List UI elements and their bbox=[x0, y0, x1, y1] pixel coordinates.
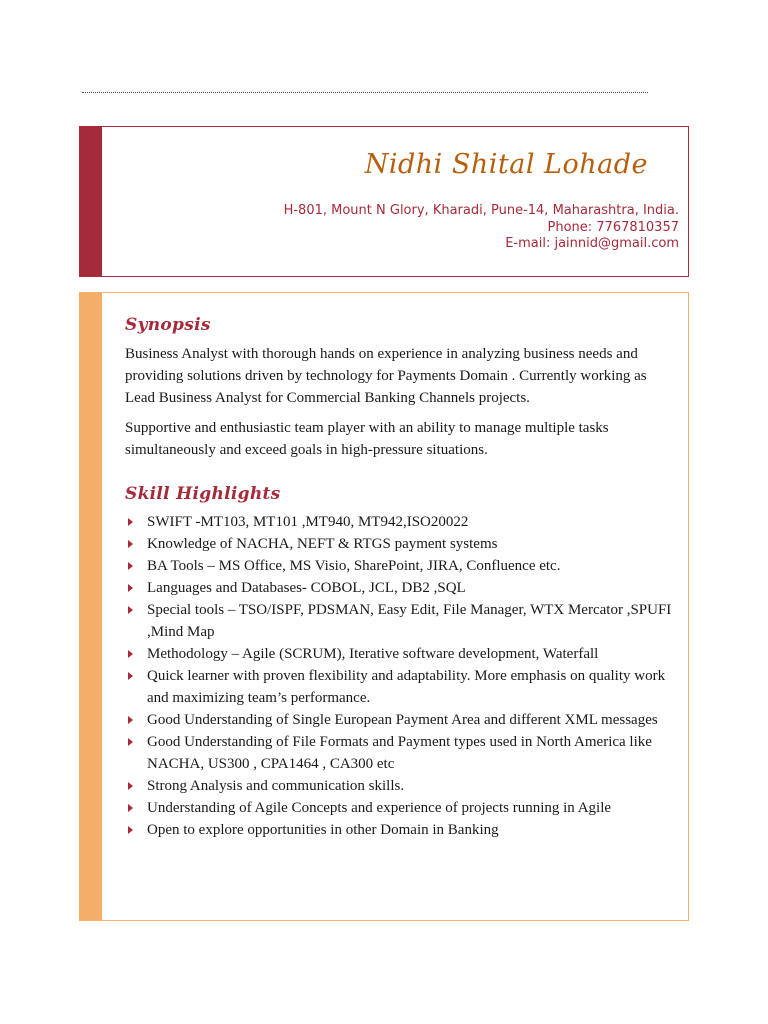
triangle-bullet-icon bbox=[128, 606, 133, 614]
synopsis-heading: Synopsis bbox=[125, 315, 211, 335]
resume-header bbox=[79, 126, 689, 277]
triangle-bullet-icon bbox=[128, 804, 133, 812]
list-item bbox=[125, 577, 675, 599]
skill-text: Languages and Databases- COBOL, JCL, DB2 ,SQL bbox=[147, 580, 466, 596]
list-item bbox=[125, 511, 675, 533]
list-item bbox=[125, 643, 675, 665]
skill-text: Open to explore opportunities in other Domain in Banking bbox=[147, 822, 499, 838]
list-item bbox=[125, 599, 675, 643]
skill-text: Strong Analysis and communication skills. bbox=[147, 778, 405, 794]
skill-text: Understanding of Agile Concepts and experience of projects running in Agile bbox=[147, 800, 612, 816]
triangle-bullet-icon bbox=[128, 562, 133, 570]
skills-heading: Skill Highlights bbox=[125, 484, 281, 504]
list-item bbox=[125, 709, 675, 731]
skill-text: Knowledge of NACHA, NEFT & RTGS payment systems bbox=[147, 536, 498, 552]
skill-text: Quick learner with proven flexibility and adaptability. More emphasis on quality work and maximizing team’s performance. bbox=[147, 668, 666, 706]
candidate-name: Nidhi Shital Lohade bbox=[364, 149, 648, 180]
list-item bbox=[125, 533, 675, 555]
contact-block bbox=[284, 203, 679, 253]
skill-text: BA Tools – MS Office, MS Visio, SharePoint, JIRA, Confluence etc. bbox=[147, 558, 561, 574]
skill-text: Good Understanding of Single European Payment Area and different XML messages bbox=[147, 712, 658, 728]
synopsis-paragraph: Business Analyst with thorough hands on experience in analyzing business needs and providing solutions driven by technology for Payments Domain . Currently working as Lead Business Analyst for Commercial Banking Channels projects. bbox=[125, 346, 647, 406]
triangle-bullet-icon bbox=[128, 650, 133, 658]
header-accent-bar bbox=[80, 127, 102, 276]
list-item bbox=[125, 797, 675, 819]
triangle-bullet-icon bbox=[128, 826, 133, 834]
triangle-bullet-icon bbox=[128, 672, 133, 680]
phone-line: Phone: 7767810357 bbox=[547, 219, 679, 235]
address-line: H-801, Mount N Glory, Kharadi, Pune-14, Maharashtra, India. bbox=[283, 203, 679, 218]
triangle-bullet-icon bbox=[128, 782, 133, 790]
skill-text: Methodology – Agile (SCRUM), Iterative software development, Waterfall bbox=[147, 646, 599, 662]
triangle-bullet-icon bbox=[128, 738, 133, 746]
skill-text: Special tools – TSO/ISPF, PDSMAN, Easy Edit, File Manager, WTX Mercator ,SPUFI ,Mind Map bbox=[147, 602, 672, 640]
dotted-divider bbox=[82, 92, 648, 93]
skill-text: Good Understanding of File Formats and Payment types used in North America like NACHA, US300 , CPA1464 , CA300 etc bbox=[147, 734, 652, 772]
triangle-bullet-icon bbox=[128, 584, 133, 592]
skills-list bbox=[125, 511, 675, 841]
email-line: E-mail: jainnid@gmail.com bbox=[505, 236, 679, 251]
synopsis-paragraph: Supportive and enthusiastic team player with an ability to manage multiple tasks simultaneously and exceed goals in high-pressure situations. bbox=[125, 420, 609, 458]
body-content bbox=[125, 315, 675, 841]
list-item bbox=[125, 819, 675, 841]
list-item bbox=[125, 731, 675, 775]
body-accent-bar bbox=[80, 293, 102, 920]
resume-body bbox=[79, 292, 689, 921]
list-item bbox=[125, 775, 675, 797]
list-item bbox=[125, 665, 675, 709]
skill-text: SWIFT -MT103, MT101 ,MT940, MT942,ISO20022 bbox=[147, 514, 469, 530]
triangle-bullet-icon bbox=[128, 716, 133, 724]
triangle-bullet-icon bbox=[128, 518, 133, 526]
list-item bbox=[125, 555, 675, 577]
triangle-bullet-icon bbox=[128, 540, 133, 548]
